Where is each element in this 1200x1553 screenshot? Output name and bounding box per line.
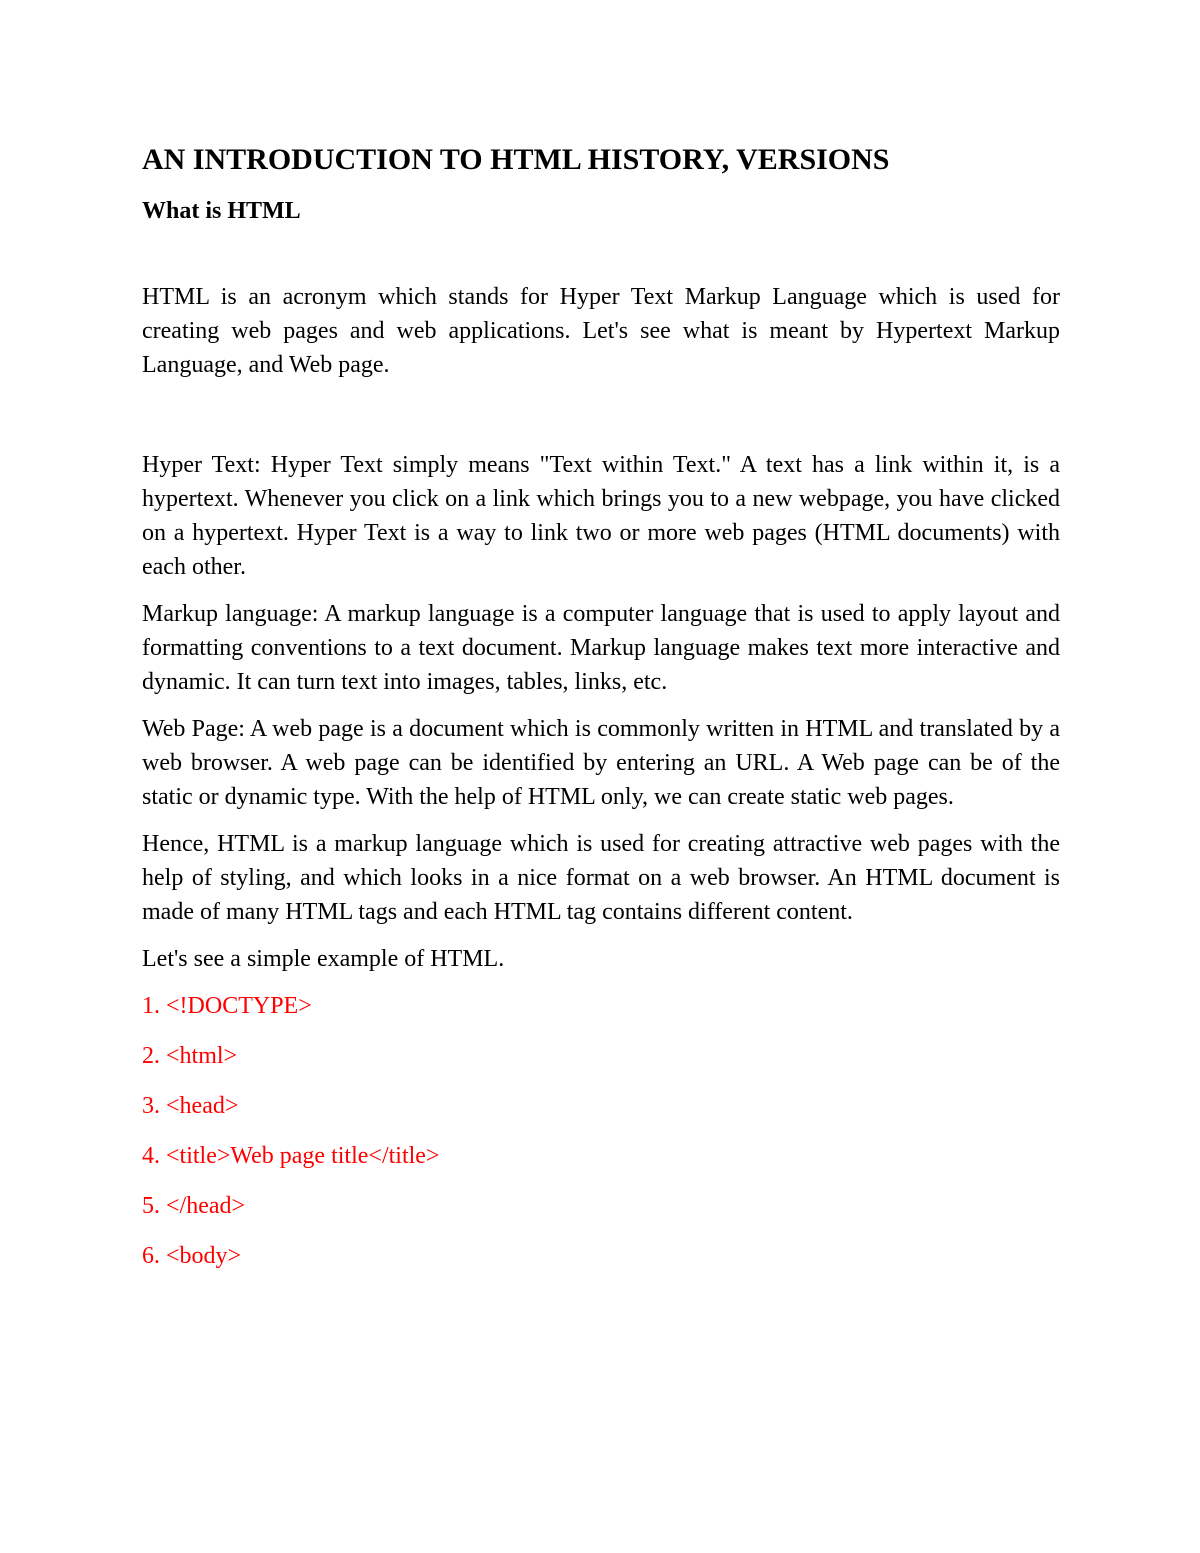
code-line: 2. <html> bbox=[142, 1043, 238, 1069]
code-line: 6. <body> bbox=[142, 1243, 242, 1269]
section-heading: What is HTML bbox=[142, 198, 301, 224]
hypertext-paragraph: Hyper Text: Hyper Text simply means "Text within Text." A text has a link within it, is a hypertext. Whenever you click on a link which brings you to a new webpage, you have clicked on a hypertext. Hyper Text is a way to link two or more web pages (HTML documents) with each other. bbox=[142, 452, 1060, 580]
example-intro-paragraph: Let's see a simple example of HTML. bbox=[142, 946, 505, 972]
web-page-paragraph: Web Page: A web page is a document which is commonly written in HTML and translated by a web browser. A web page can be identified by entering an URL. A Web page can be of the static or dynamic type. With the help of HTML only, we can create static web pages. bbox=[142, 716, 1060, 810]
intro-paragraph: HTML is an acronym which stands for Hyper Text Markup Language which is used for creating web pages and web applications. Let's see what is meant by Hypertext Markup Language, and Web page. bbox=[142, 284, 1060, 378]
code-example-list bbox=[142, 989, 1060, 1273]
document-title: AN INTRODUCTION TO HTML HISTORY, VERSIONS bbox=[142, 143, 890, 176]
code-line: 1. <!DOCTYPE> bbox=[142, 993, 312, 1019]
document-page bbox=[142, 140, 1060, 1273]
markup-language-paragraph: Markup language: A markup language is a computer language that is used to apply layout and formatting conventions to a text document. Markup language makes text more interactive and dynamic. It can turn text into images, tables, links, etc. bbox=[142, 601, 1060, 695]
code-line: 4. <title>Web page title</title> bbox=[142, 1143, 440, 1169]
code-line: 3. <head> bbox=[142, 1093, 239, 1119]
code-line: 5. </head> bbox=[142, 1193, 246, 1219]
summary-paragraph: Hence, HTML is a markup language which is used for creating attractive web pages with the help of styling, and which looks in a nice format on a web browser. An HTML document is made of many HTML tags and each HTML tag contains different content. bbox=[142, 831, 1060, 925]
